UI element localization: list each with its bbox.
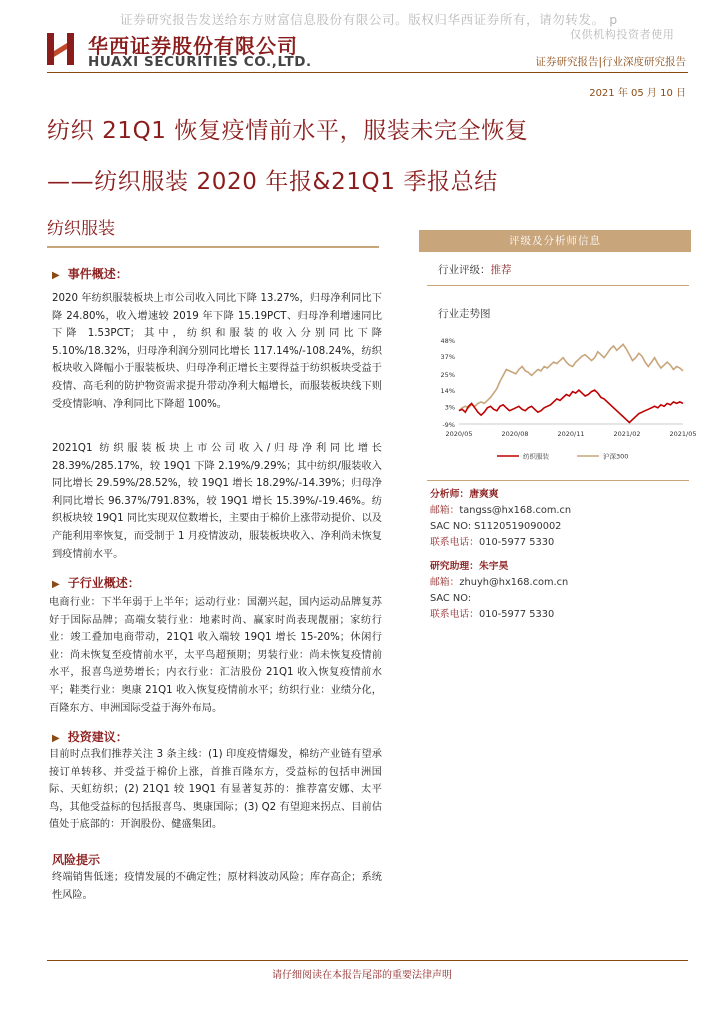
panel-header: 评级及分析师信息 xyxy=(419,230,691,252)
report-title: 纺织 21Q1 恢复疫情前水平，服装未完全恢复 xyxy=(47,118,529,144)
investment-heading: ▶ 投资建议： xyxy=(52,730,128,744)
y-tick-label: 25% xyxy=(440,370,455,379)
footer-divider xyxy=(47,960,688,961)
legend-label: 沪深300 xyxy=(603,452,629,461)
bullet-icon: ▶ xyxy=(52,733,60,744)
bullet-icon: ▶ xyxy=(52,270,60,281)
company-logo-icon xyxy=(47,29,77,69)
x-tick-label: 2020/08 xyxy=(501,430,529,438)
y-tick-label: 37% xyxy=(440,353,455,362)
analyst-title: 分析师：唐爽爽 xyxy=(430,489,499,500)
sub-industry-paragraph: 电商行业：下半年弱于上半年；运动行业：国潮兴起，国内运动品牌复苏好于国际品牌；高端女装行业：地素时尚、赢家时尚表现靓丽；家纺行业：竣工叠加电商带动，21Q1 收入端较 19Q1 增长 15-20%；休闲行业：尚未恢复至疫情前水平，太平鸟超预期；男装行业：尚未恢复疫情前水平，报喜鸟逆势增长；内衣行业：汇洁股份 21Q1 收入恢复疫情前水平；鞋类行业：奥康 21Q1 收入恢复疫情前水平；纺织行业：业绩分化，百隆东方、申洲国际受益于海外布局。 xyxy=(49,597,382,714)
industry-label: 纺织服装 xyxy=(47,219,115,239)
analyst-phone: 联系电话：010-5977 5330 xyxy=(430,537,555,548)
assistant-email: 邮箱：zhuyh@hx168.com.cn xyxy=(430,577,569,588)
industry-trend-chart xyxy=(427,332,697,464)
x-tick-label: 2020/11 xyxy=(557,430,585,438)
legend-label: 纺织服装 xyxy=(523,452,549,461)
series-line-csi300 xyxy=(459,344,683,410)
x-tick-label: 2021/05 xyxy=(669,430,697,438)
x-tick-label: 2021/02 xyxy=(613,430,641,438)
y-tick-label: 48% xyxy=(440,337,455,345)
chart-title: 行业走势图 xyxy=(438,308,491,320)
sub-industry-heading: ▶ 子行业概述： xyxy=(52,576,140,590)
analyst-email: 邮箱：tangss@hx168.com.cn xyxy=(430,505,572,516)
assistant-title: 研究助理：朱宇昊 xyxy=(430,561,509,572)
investment-paragraph: 目前时点我们推荐关注 3 条主线：(1) 印度疫情爆发，棉纺产业链有望承接订单转移、并受益于棉价上涨，首推百隆东方，受益标的包括申洲国际、天虹纺织；(2) 21Q1 较 19Q1 有显著复苏的：推荐富安娜、太平鸟，其他受益标的包括报喜鸟、奥康国际；(3) Q2 有望迎来拐点、目前估值处于底部的：开润股份、健盛集团。 xyxy=(49,749,382,831)
panel-divider xyxy=(427,480,689,481)
chart-x-axis xyxy=(445,424,696,438)
chart-y-axis xyxy=(441,337,455,429)
company-name-en: HUAXI SECURITIES CO.,LTD. xyxy=(88,54,312,70)
watermark-text: 证券研究报告发送给东方财富信息股份有限公司。版权归华西证券所有，请勿转发。 p xyxy=(120,12,618,27)
report-date: 2021 年 05 月 10 日 xyxy=(589,88,686,99)
y-tick-label: 3% xyxy=(444,403,455,412)
assistant-phone: 联系电话：010-5977 5330 xyxy=(430,609,555,620)
event-paragraph-2: 2021Q1 纺织服装板块上市公司收入/归母净利同比增长 28.39%/285.17%，较 19Q1 下降 2.19%/9.29%；其中纺织/服装收入同比增长 29.59%/28.52%，较 19Q1 增长 18.29%/-14.39%；归母净利同比增长 96.37%/791.83%，较 19Q1 增长 15.39%/-19.46%。纺织板块较 19Q1 同比实现双位数增长，主要由于棉价上涨带动提价、以及产能利用率恢复，而受制于 1 月疫情波动，服装板块收入、净利尚未恢复到疫情前水平。 xyxy=(52,443,382,560)
header-divider xyxy=(47,72,688,73)
industry-rating: 行业评级：推荐 xyxy=(438,264,512,276)
risk-heading: 风险提示 xyxy=(52,853,101,867)
bullet-icon: ▶ xyxy=(52,579,60,590)
y-tick-label: 14% xyxy=(440,387,455,396)
document-type: 证券研究报告|行业深度研究报告 xyxy=(535,56,686,68)
company-name-cn: 华西证券股份有限公司 xyxy=(88,34,298,58)
event-paragraph-1: 2020 年纺织服装板块上市公司收入同比下降 13.27%，归母净利同比下降 24.80%，收入增速较 2019 年下降 15.19PCT、归母净利增速同比下降 1.53PCT；其中，纺织和服装的收入分别同比下降 5.10%/18.32%，归母净利润分别同比增长 117.14%/-108.24%，纺织板块收入降幅小于服装板块、归母净利正增长主要得益于纺织板块受益于疫情、高毛利的防护物资需求提升带动净利大幅增长，而服装板块线下则受疫情影响、净利同比下降超 100%。 xyxy=(52,293,382,410)
analyst-sac: SAC NO: S1120519090002 xyxy=(430,521,562,532)
event-heading: ▶ 事件概述： xyxy=(52,267,128,281)
industry-divider xyxy=(47,246,379,248)
y-tick-label: -9% xyxy=(442,421,455,429)
report-subtitle: ——纺织服装 2020 年报&21Q1 季报总结 xyxy=(47,169,498,195)
watermark-audience: 仅供机构投资者使用 xyxy=(570,28,675,41)
panel-divider xyxy=(427,285,689,286)
chart-series xyxy=(459,344,683,422)
risk-paragraph: 终端销售低迷；疫情发展的不确定性；原材料波动风险；库存高企；系统性风险。 xyxy=(52,872,382,901)
legal-notice: 请仔细阅读在本报告尾部的重要法律声明 xyxy=(272,970,452,981)
chart-legend xyxy=(497,452,628,461)
assistant-sac: SAC NO: xyxy=(430,593,472,604)
x-tick-label: 2020/05 xyxy=(445,430,473,438)
